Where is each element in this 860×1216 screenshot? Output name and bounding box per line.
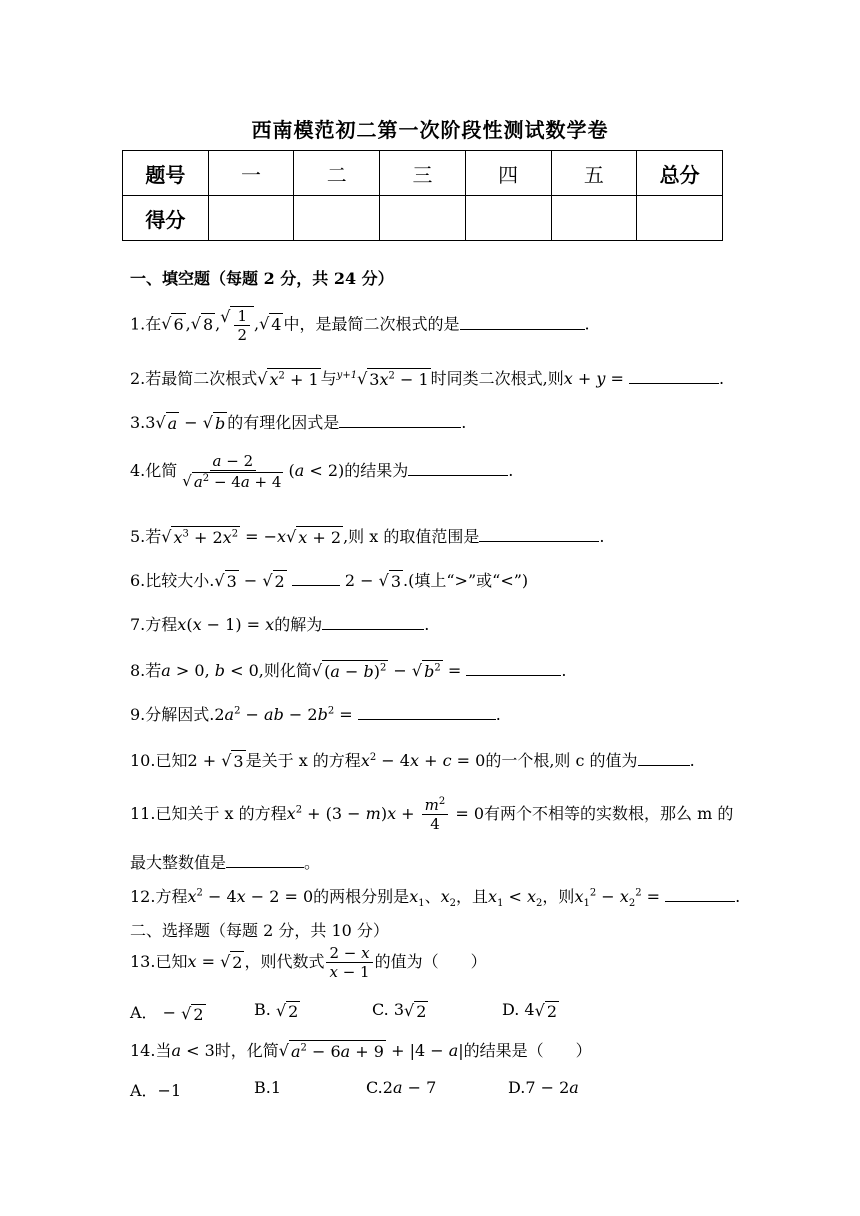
- section-heading-multiple-choice: 二、选择题（每题 2 分，共 10 分）: [130, 921, 389, 940]
- score-row-label: 得分: [123, 196, 209, 241]
- page-title: 西南模范初二第一次阶段性测试数学卷: [251, 118, 609, 142]
- question-14: 14.当a < 3时，化简 √ $a^2 - 6a + 9$ + |4 − a|的结果是（ ）: [130, 1040, 592, 1063]
- score-header-cell: 五: [551, 151, 637, 196]
- answer-blank-9[interactable]: [358, 705, 496, 720]
- question-6: 6.比较大小. √ 3 − √ 2 2 − √ 3 .(填上“>”或“<”): [130, 570, 528, 593]
- score-cell[interactable]: [294, 196, 380, 241]
- option-14-c[interactable]: C.2a − 7: [366, 1078, 437, 1097]
- score-cell[interactable]: [208, 196, 294, 241]
- answer-blank-10[interactable]: [638, 751, 690, 766]
- question-12: 12.方程$x^2 - 4x - 2 = 0$的两根分别是$x_1$、$x_2$，且$x_1 < x_2$，则$x_1^2 - x_2^2$ = .: [130, 887, 741, 910]
- answer-blank-8[interactable]: [466, 661, 561, 676]
- question-11-line-2: 最大整数值是 。: [130, 853, 321, 872]
- answer-blank-6[interactable]: [292, 571, 340, 586]
- option-14-a[interactable]: A．−1: [130, 1081, 182, 1100]
- answer-blank-1[interactable]: [460, 315, 585, 330]
- question-3: 3.3 √ a − √ b 的有理化因式是 .: [130, 412, 466, 435]
- question-8: 8.若a > 0, b < 0,则化简 √ $(a - b)^2$ − √ $b^2$ = .: [130, 660, 566, 683]
- score-cell[interactable]: [465, 196, 551, 241]
- option-13-c[interactable]: C. 3 √ 2: [372, 1000, 427, 1021]
- question-5: 5.若 √ $x^3 + 2x^2$ = −x √ x + 2 ,则 x 的取值范围是 .: [130, 526, 604, 549]
- question-2: 2.若最简二次根式 √ $x^2 + 1$ 与$^{y+1}$ √ $3x^2 - 1$ 时同类二次根式,则x + y = .: [130, 368, 724, 391]
- score-cell[interactable]: [380, 196, 466, 241]
- option-14-d[interactable]: D.7 − 2a: [508, 1078, 579, 1097]
- score-table-header-row: [123, 151, 723, 196]
- answer-blank-4[interactable]: [408, 461, 508, 476]
- score-cell[interactable]: [551, 196, 637, 241]
- answer-blank-7[interactable]: [322, 615, 424, 630]
- option-13-a[interactable]: A． − √ 2: [130, 1003, 204, 1024]
- answer-blank-11[interactable]: [226, 853, 304, 868]
- answer-blank-12[interactable]: [665, 887, 735, 902]
- answer-blank-2[interactable]: [629, 369, 719, 384]
- answer-blank-5[interactable]: [479, 527, 599, 542]
- answer-blank-3[interactable]: [339, 413, 461, 428]
- score-header-cell: 题号: [123, 151, 209, 196]
- question-10: 10.已知2 + √ 3 是关于 x 的方程$x^2 - 4x + c = 0$的一个根,则 c 的值为 .: [130, 750, 695, 773]
- score-header-cell: 二: [294, 151, 380, 196]
- score-header-cell: 四: [465, 151, 551, 196]
- question-1: 1.在 √ 6 , √ 8 , √ $\frac{1}{2}$ , √ 4 中，是最简二次根式的是 .: [130, 307, 590, 344]
- question-7: 7.方程x(x − 1) = x的解为 .: [130, 615, 430, 634]
- option-14-b[interactable]: B.1: [254, 1078, 282, 1097]
- question-4: 4.化简 a − 2 √ $a^2 - 4a + 4$ (a < 2)的结果为 .: [130, 452, 514, 491]
- score-table: [122, 150, 723, 241]
- option-13-b[interactable]: B. √ 2: [254, 1000, 299, 1021]
- section-heading-fill-blank: 一、填空题（每题 2 分，共 24 分）: [130, 269, 394, 288]
- question-13: 13.已知x = √ 2 ，则代数式 $\frac{2 - x}{x - 1}$ 的值为（ ）: [130, 944, 487, 981]
- question-9: 9.分解因式$.2a^2$ − ab − $2b^2$ = .: [130, 705, 501, 724]
- question-11: 11.已知关于 x 的方程$x^2 + (3 - m)x$ + $\frac{m^2}{4}$ = 0有两个不相等的实数根，那么 m 的: [130, 796, 734, 833]
- score-header-cell: 三: [380, 151, 466, 196]
- option-13-d[interactable]: D. 4 √ 2: [502, 1000, 557, 1021]
- score-cell[interactable]: [637, 196, 723, 241]
- score-table-score-row: [123, 196, 723, 241]
- score-header-cell: 一: [208, 151, 294, 196]
- score-header-cell: 总分: [637, 151, 723, 196]
